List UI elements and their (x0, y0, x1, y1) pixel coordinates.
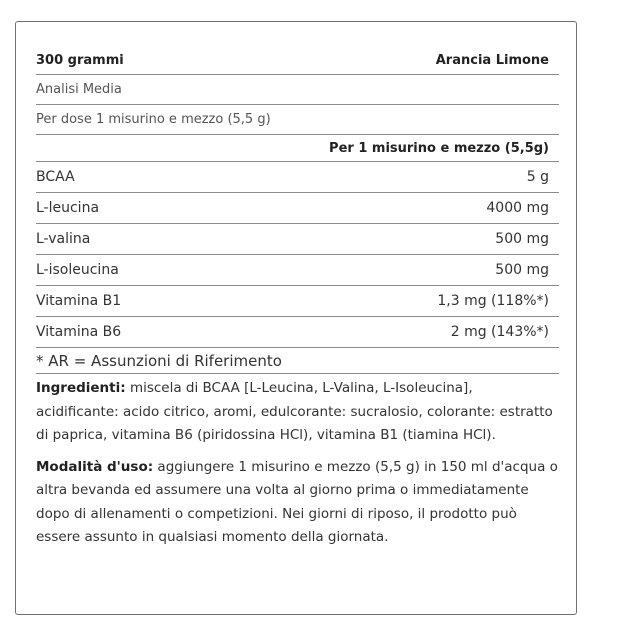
column-header-row (36, 135, 559, 162)
column-header: Per 1 misurino e mezzo (5,5g) (329, 140, 549, 156)
nutrition-card (15, 21, 577, 615)
usage-paragraph (36, 456, 559, 550)
usage-text: aggiungere 1 misurino e mezzo (5,5 g) in 150 ml d'acqua o altra bevanda ed assumere una volta al giorno prima o immediatamente dopo di allenamenti o competizioni. Nei giorni di riposo, il prodotto può essere assunto in qualsiasi momento della giornata. (36, 458, 558, 545)
footnote: * AR = Assunzioni di Riferimento (36, 351, 282, 370)
usage-label: Modalità d'uso: (36, 458, 154, 475)
table-row (36, 286, 559, 317)
product-flavor: Arancia Limone (435, 53, 549, 68)
analysis-label: Analisi Media (36, 82, 122, 97)
nutrient-name: L-isoleucina (36, 262, 119, 278)
dose-label: Per dose 1 misurino e mezzo (5,5 g) (36, 112, 271, 127)
nutrient-value: 1,3 mg (118%*) (437, 293, 549, 309)
table-row (36, 255, 559, 286)
product-size: 300 grammi (36, 53, 124, 68)
nutrient-name: Vitamina B6 (36, 324, 122, 340)
nutrient-name: BCAA (36, 169, 75, 185)
dose-row (36, 105, 559, 135)
nutrient-value: 4000 mg (486, 200, 549, 216)
nutrient-value: 500 mg (495, 231, 549, 247)
nutrient-value: 5 g (526, 169, 549, 185)
table-row (36, 224, 559, 255)
table-row (36, 317, 559, 348)
ingredients-text: miscela di BCAA [L-Leucina, L-Valina, L-Isoleucina], acidificante: acido citrico, aromi, edulcorante: sucralosio, colorante: estratto di paprica, vitamina B6 (piridossina HCl), vitamina B1 (tiamina HCl). (36, 380, 553, 443)
nutrient-name: L-valina (36, 231, 91, 247)
nutrient-name: L-leucina (36, 200, 100, 216)
product-header-row (36, 22, 559, 75)
ingredients-paragraph (36, 377, 559, 448)
ingredients-label: Ingredienti: (36, 380, 126, 396)
nutrient-name: Vitamina B1 (36, 293, 122, 309)
table-row (36, 193, 559, 224)
footnote-row (36, 348, 559, 374)
table-row (36, 162, 559, 193)
nutrient-value: 500 mg (495, 262, 549, 278)
analysis-row (36, 75, 559, 105)
nutrition-table (36, 22, 559, 550)
nutrient-value: 2 mg (143%*) (450, 324, 549, 340)
